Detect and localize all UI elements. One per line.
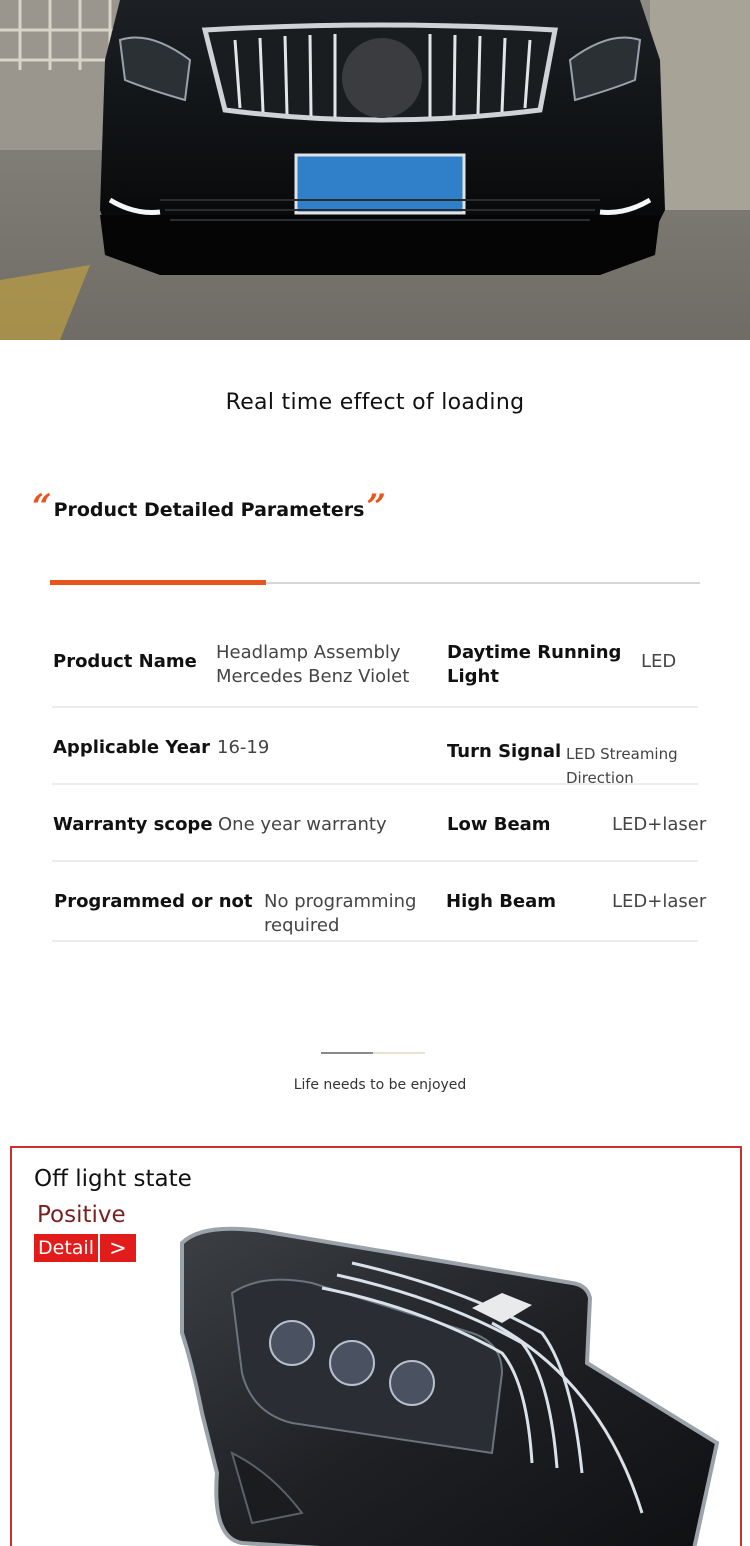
- param-label: Programmed or not: [54, 891, 253, 912]
- off-light-title: Off light state: [34, 1166, 192, 1192]
- param-label: Turn Signal: [447, 741, 562, 762]
- param-value: LED Streaming Direction: [566, 745, 678, 787]
- loading-effect-caption: Real time effect of loading: [225, 390, 525, 415]
- open-quote-mark: “: [32, 487, 52, 527]
- param-label: Applicable Year: [53, 737, 210, 758]
- section-divider-accent: [50, 580, 266, 585]
- param-value: 16-19: [217, 737, 270, 758]
- param-label: Product Name: [53, 651, 197, 672]
- life-divider-light: [373, 1052, 425, 1054]
- life-tagline: Life needs to be enjoyed: [293, 1077, 467, 1093]
- param-row: [52, 708, 698, 785]
- off-light-panel: [10, 1146, 742, 1546]
- param-value: No programming required: [264, 891, 417, 936]
- param-value: Headlamp Assembly Mercedes Benz Violet: [216, 642, 410, 687]
- section-heading: [32, 487, 387, 530]
- param-label: Warranty scope: [53, 814, 213, 835]
- param-value: LED+laser: [612, 891, 707, 912]
- headlamp-image: [172, 1213, 732, 1546]
- close-quote-mark: ”: [366, 487, 387, 527]
- life-divider-dark: [321, 1052, 373, 1054]
- detail-button[interactable]: [34, 1234, 136, 1262]
- param-label: High Beam: [446, 891, 557, 912]
- hero-car-photo: [0, 0, 750, 340]
- detail-button-label: Detail: [34, 1234, 98, 1262]
- param-label: Low Beam: [447, 814, 551, 835]
- car-front-illustration: [0, 0, 750, 340]
- param-row: [52, 862, 707, 942]
- param-label: Daytime Running Light: [447, 642, 622, 687]
- section-title: Product Detailed Parameters: [53, 499, 365, 521]
- param-value: LED+laser: [612, 814, 707, 835]
- param-row: [52, 785, 707, 862]
- param-row: [52, 630, 698, 708]
- off-light-subtitle: Positive: [37, 1202, 126, 1228]
- param-value: One year warranty: [218, 814, 387, 835]
- chevron-right-icon: >: [100, 1234, 136, 1262]
- param-value: LED: [641, 651, 677, 672]
